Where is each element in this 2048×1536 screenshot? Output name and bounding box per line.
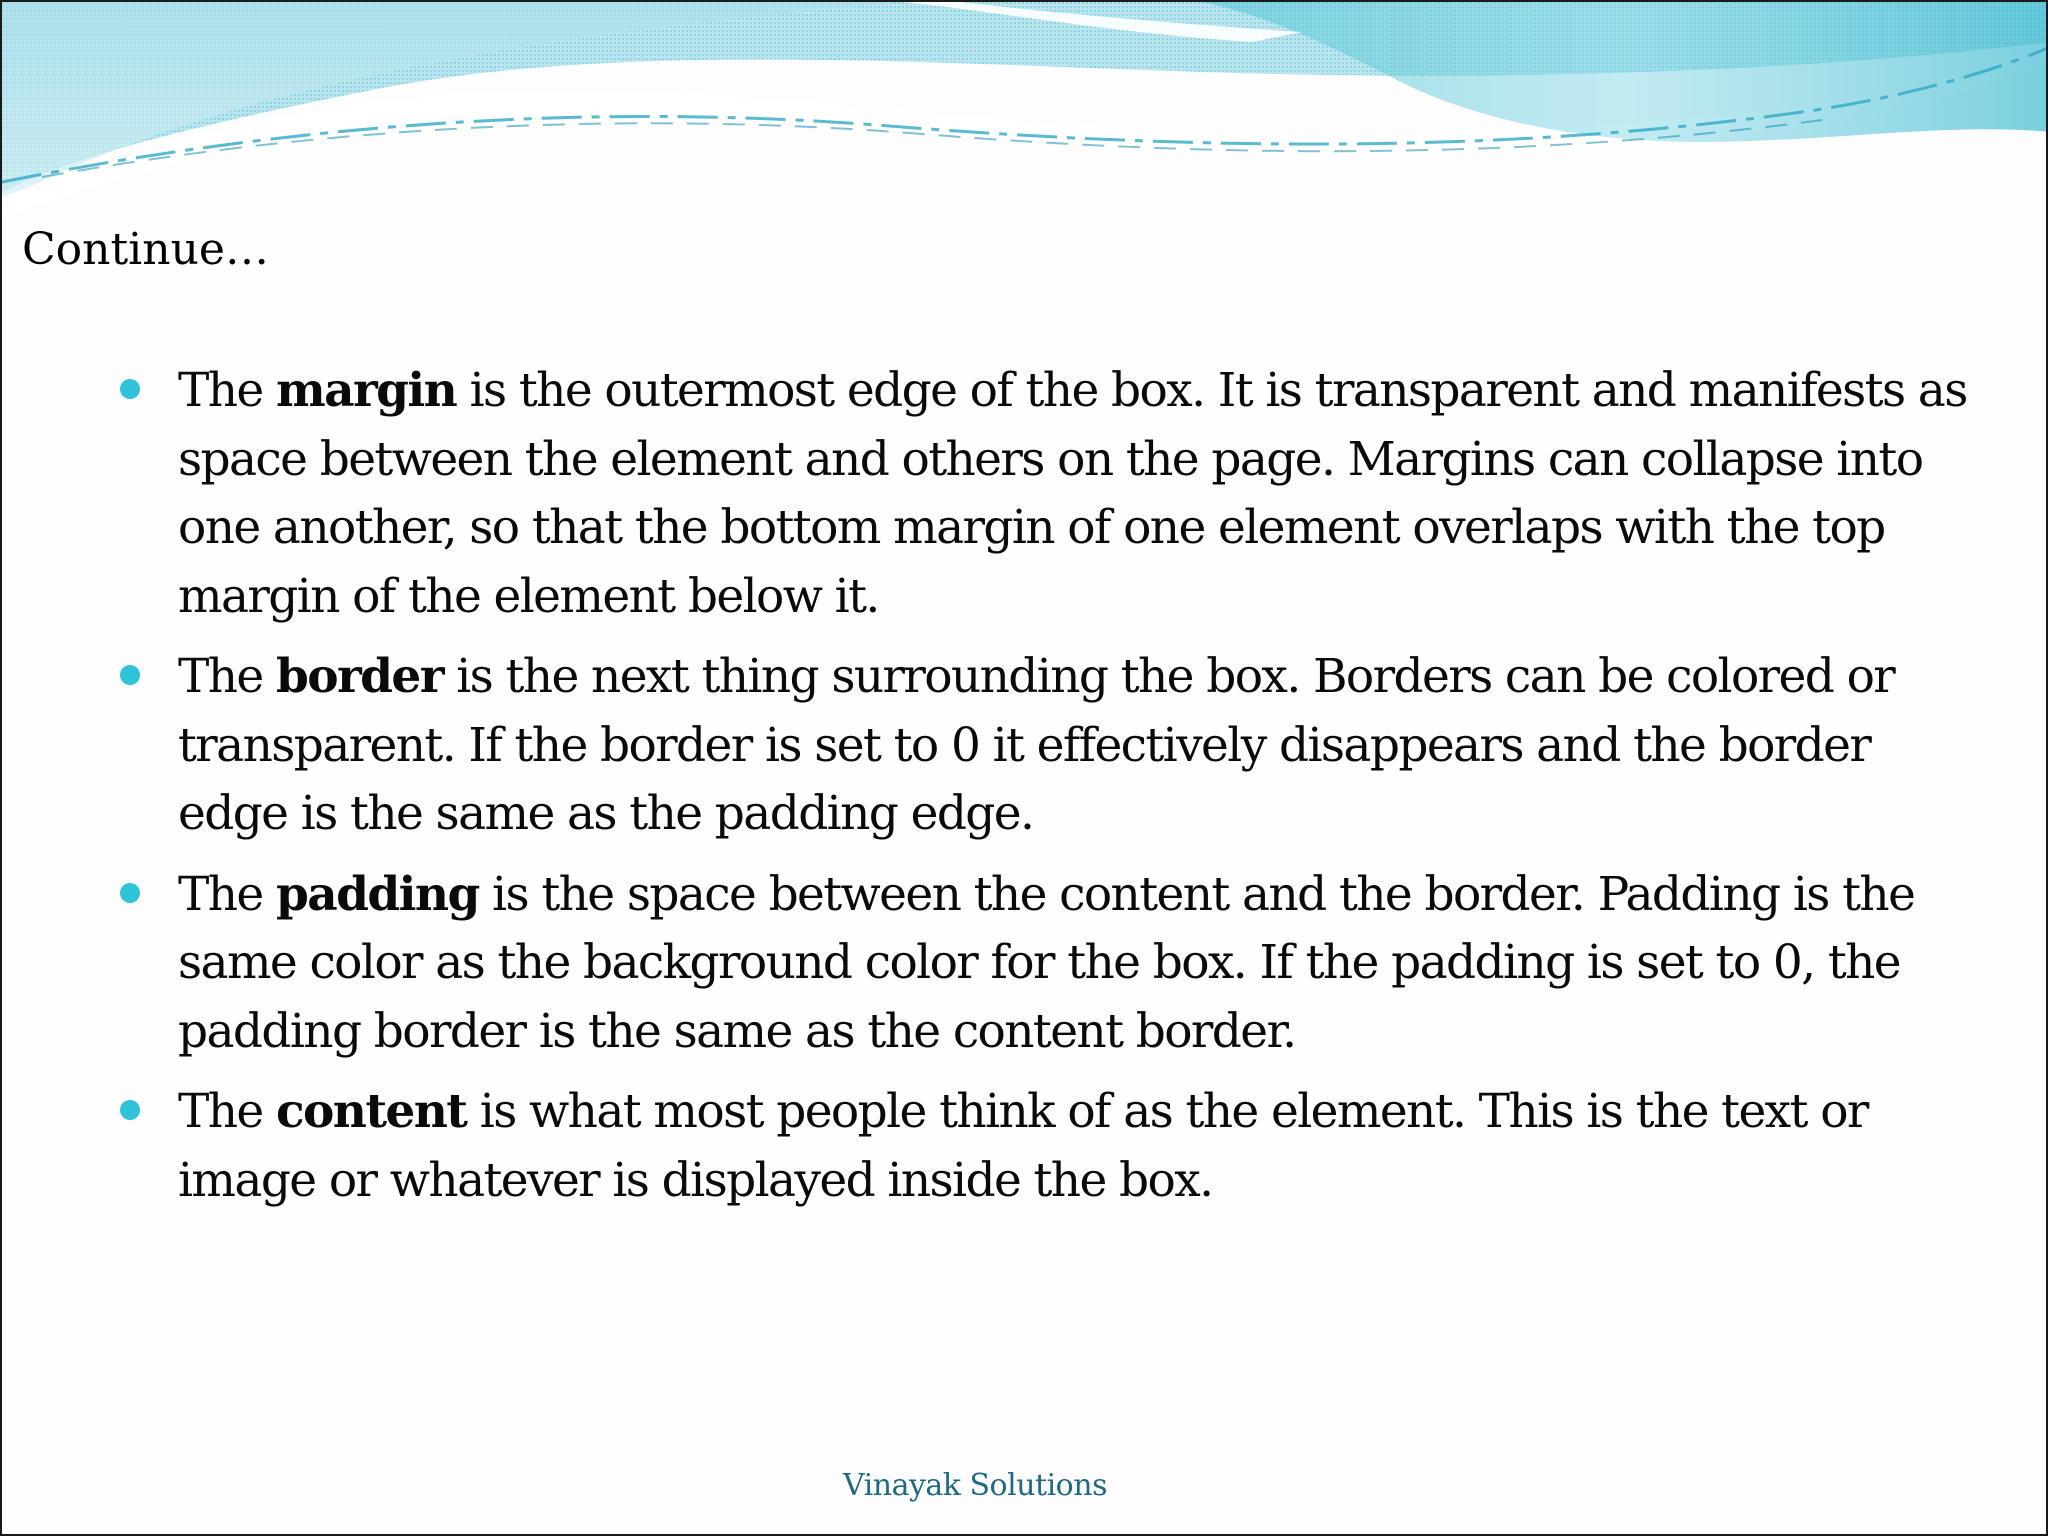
footer-credit: Vinayak Solutions — [843, 1468, 1107, 1503]
bullet-text — [178, 1084, 1868, 1208]
bullet-term: border — [275, 649, 443, 704]
bullet-rest: is what most people think of as the element. This is the text or image or whatever is displayed inside the box. — [178, 1084, 1868, 1208]
bullet-rest: is the outermost edge of the box. It is transparent and manifests as space between the element and others on the page. Margins can collapse into one another, so that the bottom margin of one element overlaps with the top margin of the element below it. — [178, 363, 1967, 624]
bullet-dot-icon — [120, 379, 140, 399]
bullet-lead: The — [178, 649, 276, 704]
bullet-dot-icon — [120, 883, 140, 903]
bullet-list — [120, 357, 1980, 1227]
bullet-term: content — [275, 1084, 467, 1139]
bullet-dot-icon — [120, 1100, 140, 1120]
bullet-item-margin — [120, 357, 1980, 631]
bullet-rest: is the space between the content and the border. Padding is the same color as the background color for the box. If the padding is set to 0, the padding border is the same as the content border. — [178, 866, 1915, 1059]
slide-title: Continue… — [22, 224, 269, 275]
bullet-item-content — [120, 1078, 1980, 1215]
bullet-dot-icon — [120, 665, 140, 685]
bullet-term: margin — [275, 363, 457, 418]
bullet-item-padding — [120, 861, 1980, 1067]
bullet-item-border — [120, 643, 1980, 849]
bullet-rest: is the next thing surrounding the box. Borders can be colored or transparent. If the border is set to 0 it effectively disappears and the border edge is the same as the padding edge. — [178, 649, 1895, 841]
bullet-text — [178, 649, 1894, 841]
bullet-term: padding — [275, 866, 479, 922]
bullet-lead: The — [178, 363, 276, 418]
wave-header-decoration — [2, 2, 2048, 242]
bullet-text — [178, 867, 1914, 1059]
bullet-lead: The — [178, 866, 276, 922]
bullet-text — [178, 363, 1967, 624]
bullet-lead: The — [178, 1084, 276, 1139]
